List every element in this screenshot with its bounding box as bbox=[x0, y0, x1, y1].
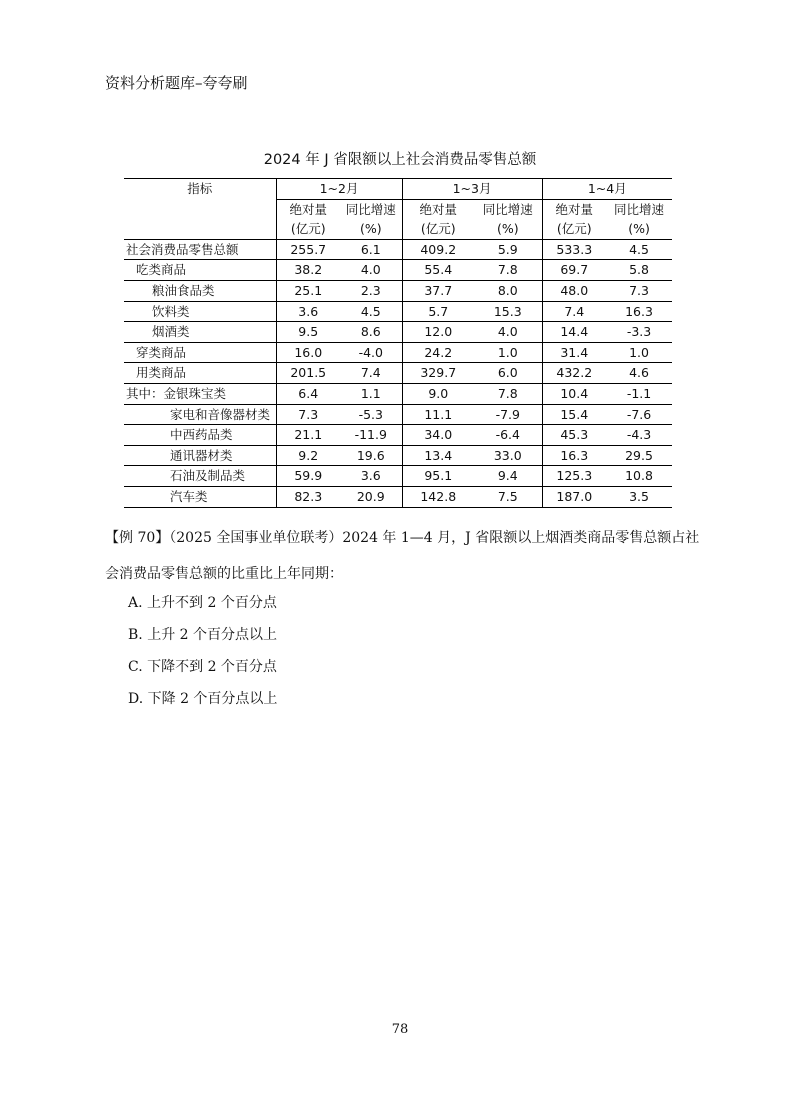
cell-absolute: 11.1 bbox=[402, 404, 474, 425]
cell-growth: 3.6 bbox=[340, 466, 402, 487]
cell-absolute: 6.4 bbox=[276, 383, 340, 404]
cell-growth: 6.0 bbox=[474, 363, 542, 384]
option-a[interactable]: A. 上升不到 2 个百分点 bbox=[128, 595, 277, 611]
cell-growth: 8.0 bbox=[474, 280, 542, 301]
cell-growth: 7.5 bbox=[474, 486, 542, 507]
cell-growth: -7.6 bbox=[606, 404, 672, 425]
cell-absolute: 9.5 bbox=[276, 322, 340, 343]
cell-absolute: 48.0 bbox=[542, 280, 606, 301]
cell-absolute: 16.0 bbox=[276, 342, 340, 363]
cell-absolute: 31.4 bbox=[542, 342, 606, 363]
cell-absolute: 82.3 bbox=[276, 486, 340, 507]
table-row bbox=[124, 363, 672, 384]
subheader-absolute: 绝对量 bbox=[542, 199, 606, 219]
option-c[interactable]: C. 下降不到 2 个百分点 bbox=[128, 659, 277, 675]
option-d[interactable]: D. 下降 2 个百分点以上 bbox=[128, 691, 278, 707]
cell-growth: 29.5 bbox=[606, 445, 672, 466]
cell-growth: 7.8 bbox=[474, 260, 542, 281]
table-row bbox=[124, 404, 672, 425]
cell-growth: -4.3 bbox=[606, 425, 672, 446]
cell-absolute: 45.3 bbox=[542, 425, 606, 446]
cell-growth: 16.3 bbox=[606, 301, 672, 322]
cell-growth: 4.5 bbox=[340, 301, 402, 322]
row-label: 通讯器材类 bbox=[124, 445, 276, 466]
row-label: 社会消费品零售总额 bbox=[124, 239, 276, 260]
subheader-absolute: 绝对量 bbox=[276, 199, 340, 219]
data-table bbox=[124, 178, 672, 508]
cell-growth: 5.8 bbox=[606, 260, 672, 281]
cell-growth: 33.0 bbox=[474, 445, 542, 466]
cell-absolute: 25.1 bbox=[276, 280, 340, 301]
cell-growth: 7.4 bbox=[340, 363, 402, 384]
cell-growth: 4.5 bbox=[606, 239, 672, 260]
cell-absolute: 12.0 bbox=[402, 322, 474, 343]
table-row bbox=[124, 466, 672, 487]
cell-growth: -6.4 bbox=[474, 425, 542, 446]
cell-absolute: 9.0 bbox=[402, 383, 474, 404]
table-body bbox=[124, 239, 672, 507]
cell-absolute: 7.4 bbox=[542, 301, 606, 322]
cell-growth: 4.0 bbox=[340, 260, 402, 281]
cell-absolute: 533.3 bbox=[542, 239, 606, 260]
row-label: 石油及制品类 bbox=[124, 466, 276, 487]
cell-growth: -5.3 bbox=[340, 404, 402, 425]
table-row bbox=[124, 239, 672, 260]
cell-growth: 1.1 bbox=[340, 383, 402, 404]
subheader-growth: 同比增速 bbox=[345, 201, 396, 217]
cell-growth: 19.6 bbox=[340, 445, 402, 466]
cell-growth: 7.8 bbox=[474, 383, 542, 404]
row-label: 饮料类 bbox=[124, 301, 276, 322]
cell-growth: 5.9 bbox=[474, 239, 542, 260]
cell-absolute: 7.3 bbox=[276, 404, 340, 425]
cell-growth: -11.9 bbox=[340, 425, 402, 446]
cell-absolute: 9.2 bbox=[276, 445, 340, 466]
row-label: 家电和音像器材类 bbox=[124, 404, 276, 425]
cell-absolute: 15.4 bbox=[542, 404, 606, 425]
cell-absolute: 3.6 bbox=[276, 301, 340, 322]
cell-absolute: 201.5 bbox=[276, 363, 340, 384]
page-header: 资料分析题库–夸夸刷 bbox=[105, 74, 248, 92]
cell-growth: 15.3 bbox=[474, 301, 542, 322]
cell-growth: 1.0 bbox=[474, 342, 542, 363]
table-row bbox=[124, 280, 672, 301]
cell-absolute: 14.4 bbox=[542, 322, 606, 343]
cell-absolute: 255.7 bbox=[276, 239, 340, 260]
table-row bbox=[124, 486, 672, 507]
cell-absolute: 5.7 bbox=[402, 301, 474, 322]
column-header-indicator: 指标 bbox=[124, 179, 276, 240]
row-label: 粮油食品类 bbox=[124, 280, 276, 301]
row-label: 汽车类 bbox=[124, 486, 276, 507]
page-number: 78 bbox=[391, 1022, 409, 1037]
cell-absolute: 55.4 bbox=[402, 260, 474, 281]
cell-absolute: 409.2 bbox=[402, 239, 474, 260]
row-label: 烟酒类 bbox=[124, 322, 276, 343]
cell-growth: 4.0 bbox=[474, 322, 542, 343]
table-row bbox=[124, 445, 672, 466]
table-row bbox=[124, 342, 672, 363]
cell-growth: -1.1 bbox=[606, 383, 672, 404]
unit-growth: (%) bbox=[606, 219, 672, 239]
row-label: 穿类商品 bbox=[124, 342, 276, 363]
cell-absolute: 432.2 bbox=[542, 363, 606, 384]
cell-absolute: 16.3 bbox=[542, 445, 606, 466]
cell-growth: 7.3 bbox=[606, 280, 672, 301]
row-label: 中西药品类 bbox=[124, 425, 276, 446]
cell-growth: -3.3 bbox=[606, 322, 672, 343]
cell-growth: 8.6 bbox=[340, 322, 402, 343]
row-label: 吃类商品 bbox=[124, 260, 276, 281]
cell-growth: 10.8 bbox=[606, 466, 672, 487]
cell-absolute: 37.7 bbox=[402, 280, 474, 301]
cell-growth: -4.0 bbox=[340, 342, 402, 363]
row-label: 其中：金银珠宝类 bbox=[124, 383, 276, 404]
cell-growth: 1.0 bbox=[606, 342, 672, 363]
cell-absolute: 69.7 bbox=[542, 260, 606, 281]
table-row bbox=[124, 425, 672, 446]
cell-absolute: 187.0 bbox=[542, 486, 606, 507]
table-row bbox=[124, 383, 672, 404]
subheader-absolute: 绝对量 bbox=[402, 199, 474, 219]
cell-absolute: 59.9 bbox=[276, 466, 340, 487]
row-label: 用类商品 bbox=[124, 363, 276, 384]
option-b[interactable]: B. 上升 2 个百分点以上 bbox=[128, 627, 277, 643]
cell-absolute: 38.2 bbox=[276, 260, 340, 281]
unit-absolute: (亿元) bbox=[402, 219, 474, 239]
cell-absolute: 125.3 bbox=[542, 466, 606, 487]
period-header: 1~4月 bbox=[542, 179, 672, 200]
cell-growth: 6.1 bbox=[340, 239, 402, 260]
table-row bbox=[124, 260, 672, 281]
cell-absolute: 142.8 bbox=[402, 486, 474, 507]
cell-growth: 2.3 bbox=[340, 280, 402, 301]
unit-absolute: (亿元) bbox=[542, 219, 606, 239]
table-row bbox=[124, 322, 672, 343]
cell-absolute: 34.0 bbox=[402, 425, 474, 446]
subheader-growth: 同比增速 bbox=[614, 201, 665, 217]
cell-absolute: 21.1 bbox=[276, 425, 340, 446]
cell-absolute: 13.4 bbox=[402, 445, 474, 466]
table-title: 2024 年 J 省限额以上社会消费品零售总额 bbox=[263, 152, 537, 168]
cell-growth: 3.5 bbox=[606, 486, 672, 507]
subheader-growth: 同比增速 bbox=[482, 201, 533, 217]
table-row bbox=[124, 301, 672, 322]
cell-growth: -7.9 bbox=[474, 404, 542, 425]
unit-absolute: (亿元) bbox=[276, 219, 340, 239]
question-text: 【例 70】（2025 全国事业单位联考）2024 年 1—4 月，J 省限额以上烟酒类商品零售总额占社会消费品零售总额的比重比上年同期： bbox=[105, 530, 700, 582]
cell-absolute: 95.1 bbox=[402, 466, 474, 487]
cell-absolute: 329.7 bbox=[402, 363, 474, 384]
unit-growth: (%) bbox=[340, 219, 402, 239]
cell-growth: 9.4 bbox=[474, 466, 542, 487]
period-header: 1~3月 bbox=[402, 179, 542, 200]
cell-absolute: 24.2 bbox=[402, 342, 474, 363]
cell-growth: 4.6 bbox=[606, 363, 672, 384]
cell-growth: 20.9 bbox=[340, 486, 402, 507]
cell-absolute: 10.4 bbox=[542, 383, 606, 404]
period-header: 1~2月 bbox=[276, 179, 402, 200]
unit-growth: (%) bbox=[474, 219, 542, 239]
